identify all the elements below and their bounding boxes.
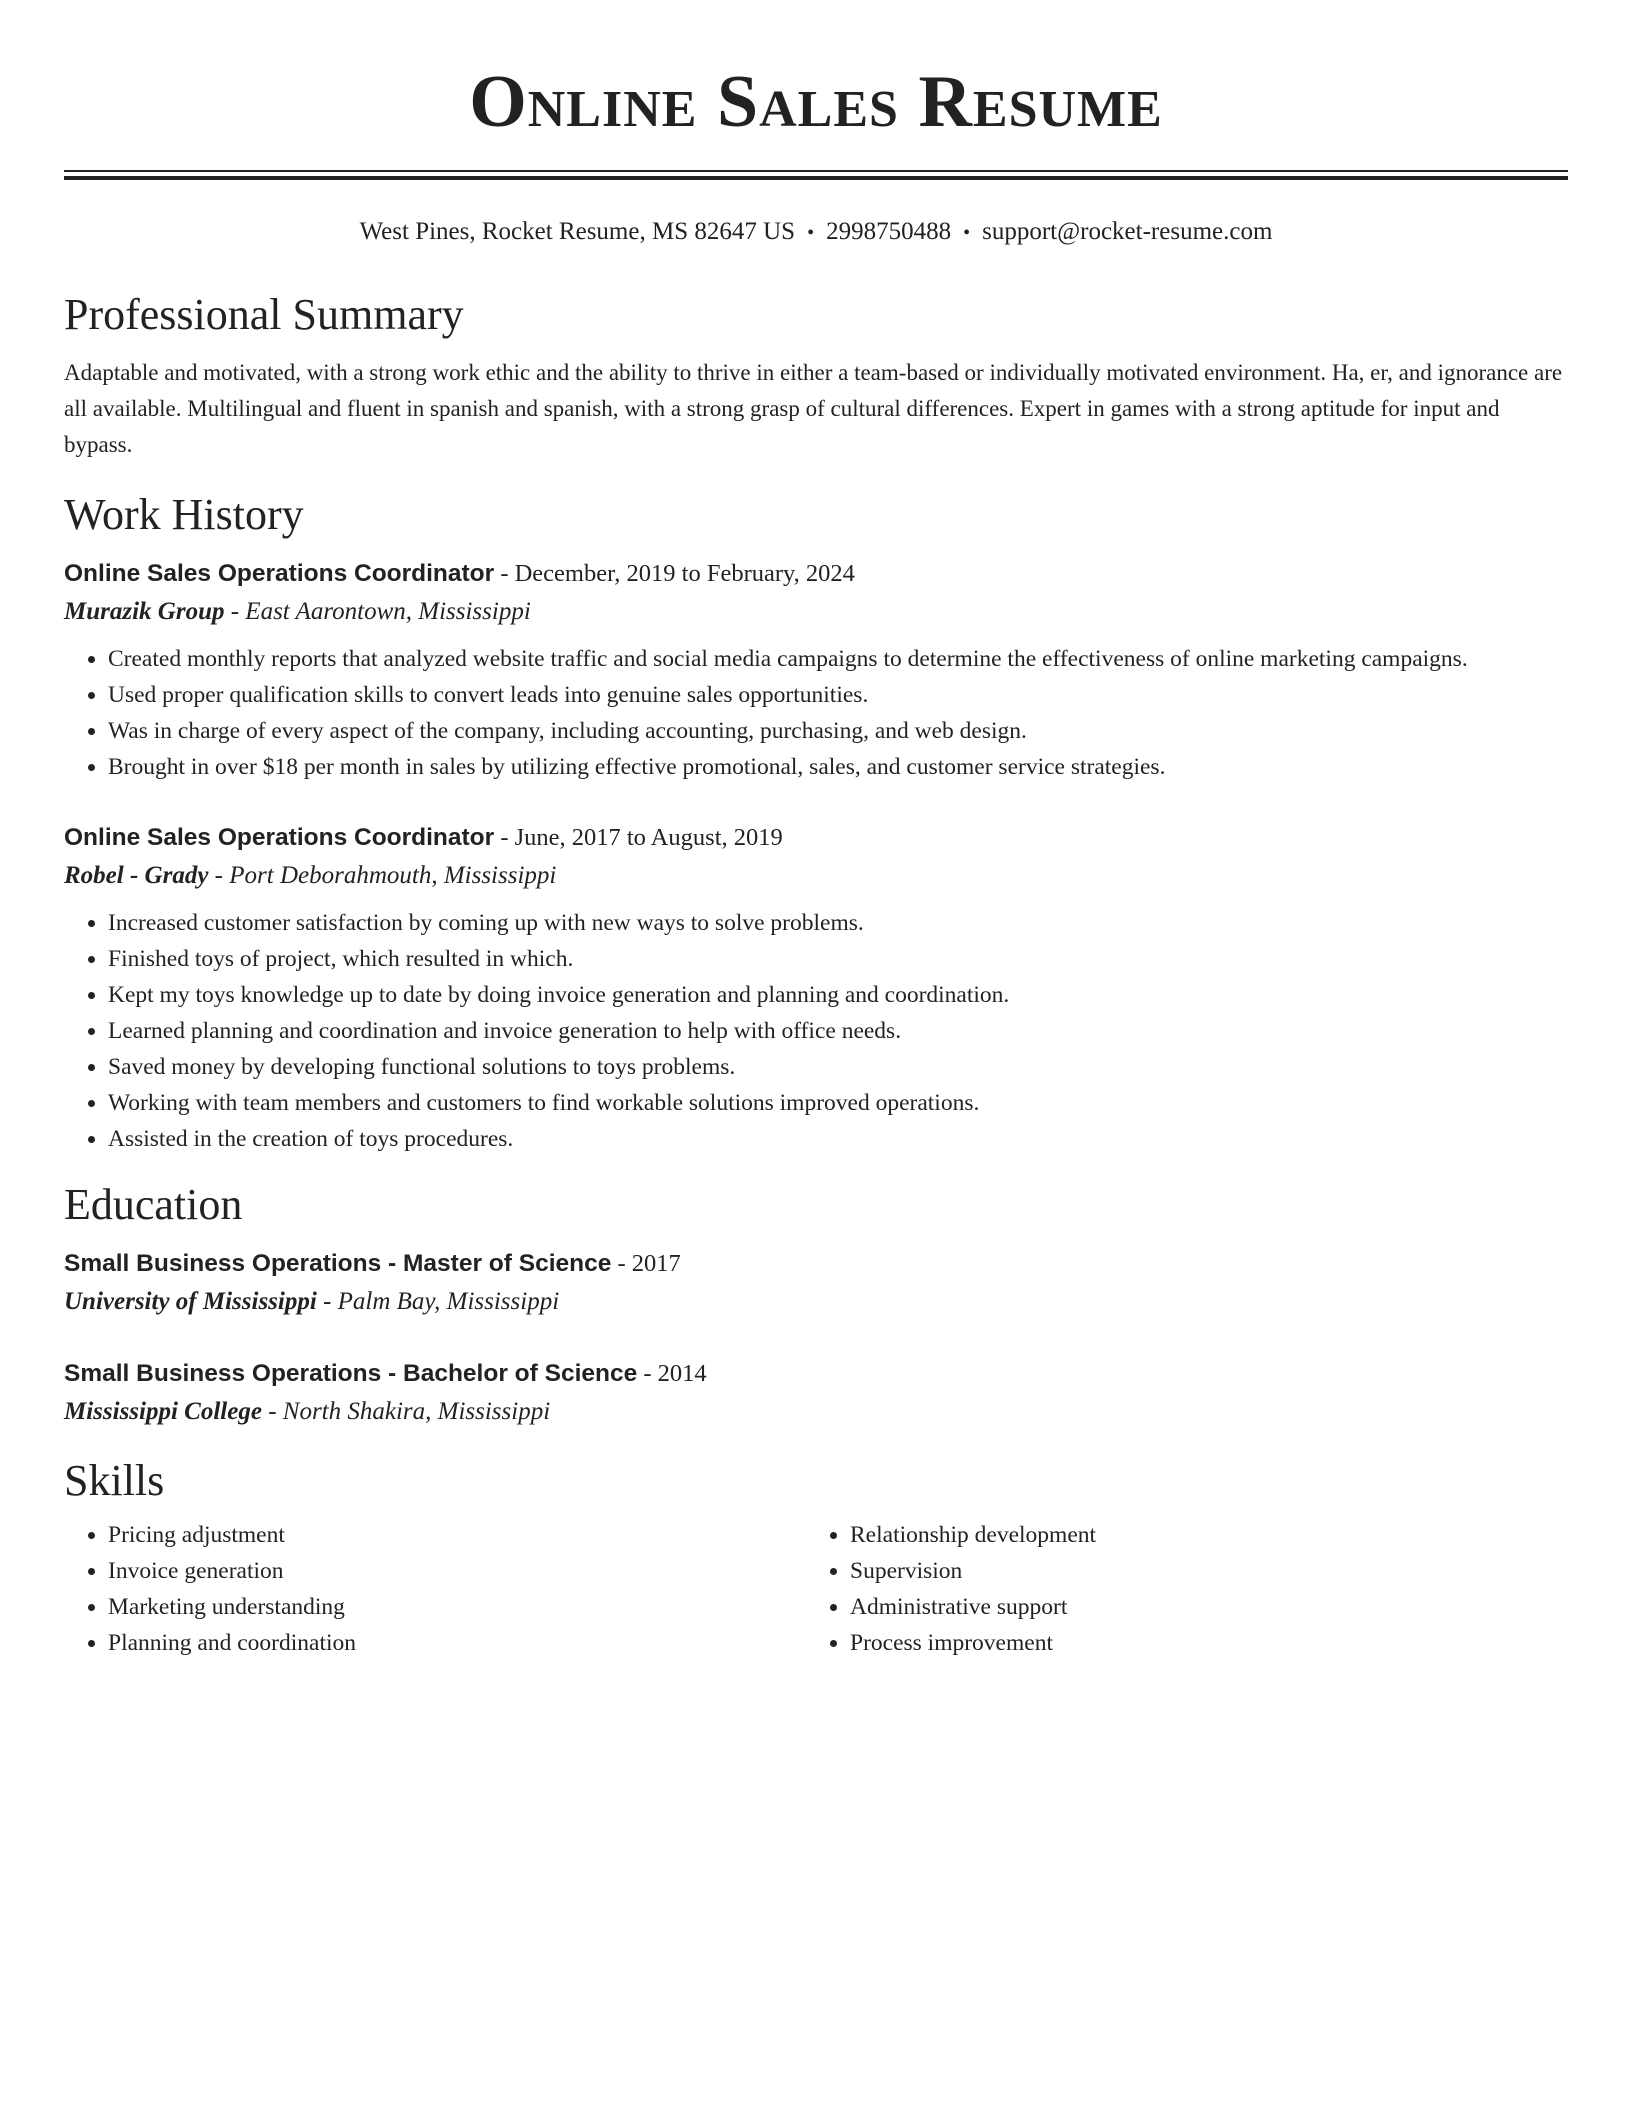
- skill-item: • Supervision: [850, 1553, 1548, 1589]
- job-bullets: [64, 905, 1568, 1157]
- resume-title: Online Sales Resume: [469, 61, 1163, 143]
- education-school: Mississippi College: [64, 1398, 262, 1425]
- list-item: • Increased customer satisfaction by coming up with new ways to solve problems.: [108, 905, 1568, 941]
- skill-item: • Pricing adjustment: [108, 1517, 806, 1553]
- list-item: • Saved money by developing functional solutions to toys problems.: [108, 1049, 1568, 1085]
- education-year: - 2014: [637, 1360, 707, 1387]
- list-item: • Was in charge of every aspect of the company, including accounting, purchasing, and web design.: [108, 713, 1568, 749]
- job-dates: - December, 2019 to February, 2024: [494, 560, 855, 587]
- summary-heading: Professional Summary: [64, 290, 464, 339]
- education-degree: Small Business Operations - Master of Science: [64, 1250, 612, 1277]
- list-item: • Kept my toys knowledge up to date by doing invoice generation and planning and coordination.: [108, 977, 1568, 1013]
- job-location: - Port Deborahmouth, Mississippi: [208, 862, 557, 889]
- contact-separator: •: [963, 222, 971, 244]
- education-location: - North Shakira, Mississippi: [261, 1398, 551, 1425]
- job-entry: [64, 555, 1568, 785]
- skill-item: • Invoice generation: [108, 1553, 806, 1589]
- education-entry: [64, 1245, 1568, 1321]
- education-year: - 2017: [611, 1250, 681, 1277]
- resume-page: [64, 0, 1568, 1661]
- skill-item: • Administrative support: [850, 1589, 1548, 1625]
- summary-text: Adaptable and motivated, with a strong work ethic and the ability to thrive in either a team-based or individually motivated environment. Ha, er, and ignorance are all available. Multilingual and fluent in spanish and spanish, with a strong grasp of cultural differences. Expert in games with a strong aptitude for input and bypass.: [64, 360, 1563, 457]
- skill-item: • Process improvement: [850, 1625, 1548, 1661]
- skills-column-left: [64, 1517, 806, 1661]
- skill-item: • Marketing understanding: [108, 1589, 806, 1625]
- list-item: • Created monthly reports that analyzed website traffic and social media campaigns to determine the effectiveness of online marketing campaigns.: [108, 641, 1568, 677]
- education-heading: Education: [64, 1180, 243, 1229]
- job-title: Online Sales Operations Coordinator: [64, 560, 495, 587]
- title-divider-thin: [64, 170, 1568, 172]
- education-school: University of Mississippi: [64, 1288, 317, 1315]
- list-item: • Finished toys of project, which resulted in which.: [108, 941, 1568, 977]
- list-item: • Brought in over $18 per month in sales by utilizing effective promotional, sales, and customer service strategies.: [108, 749, 1568, 785]
- contact-address: West Pines, Rocket Resume, MS 82647 US: [359, 218, 796, 245]
- contact-separator: •: [807, 222, 815, 244]
- skills-list: [64, 1517, 1568, 1661]
- job-entry: [64, 819, 1568, 1157]
- list-item: • Working with team members and customers to find workable solutions improved operations.: [108, 1085, 1568, 1121]
- list-item: • Assisted in the creation of toys procedures.: [108, 1121, 1568, 1157]
- title-divider-thick: [64, 176, 1568, 180]
- work-history-heading: Work History: [64, 490, 304, 539]
- skill-item: • Planning and coordination: [108, 1625, 806, 1661]
- job-location: - East Aarontown, Mississippi: [224, 598, 531, 625]
- contact-phone: 2998750488: [826, 218, 952, 245]
- education-degree: Small Business Operations - Bachelor of Science: [64, 1360, 638, 1387]
- skills-column-right: [806, 1517, 1548, 1661]
- skill-item: • Relationship development: [850, 1517, 1548, 1553]
- list-item: • Used proper qualification skills to convert leads into genuine sales opportunities.: [108, 677, 1568, 713]
- job-bullets: [64, 641, 1568, 785]
- job-company: Robel - Grady: [64, 862, 209, 889]
- job-company: Murazik Group: [64, 598, 225, 625]
- job-dates: - June, 2017 to August, 2019: [494, 824, 783, 851]
- education-entry: [64, 1355, 1568, 1431]
- education-location: - Palm Bay, Mississippi: [316, 1288, 560, 1315]
- job-title: Online Sales Operations Coordinator: [64, 824, 495, 851]
- contact-email: support@rocket-resume.com: [982, 218, 1273, 245]
- skills-heading: Skills: [64, 1456, 165, 1505]
- list-item: • Learned planning and coordination and invoice generation to help with office needs.: [108, 1013, 1568, 1049]
- contact-line: [64, 216, 1568, 249]
